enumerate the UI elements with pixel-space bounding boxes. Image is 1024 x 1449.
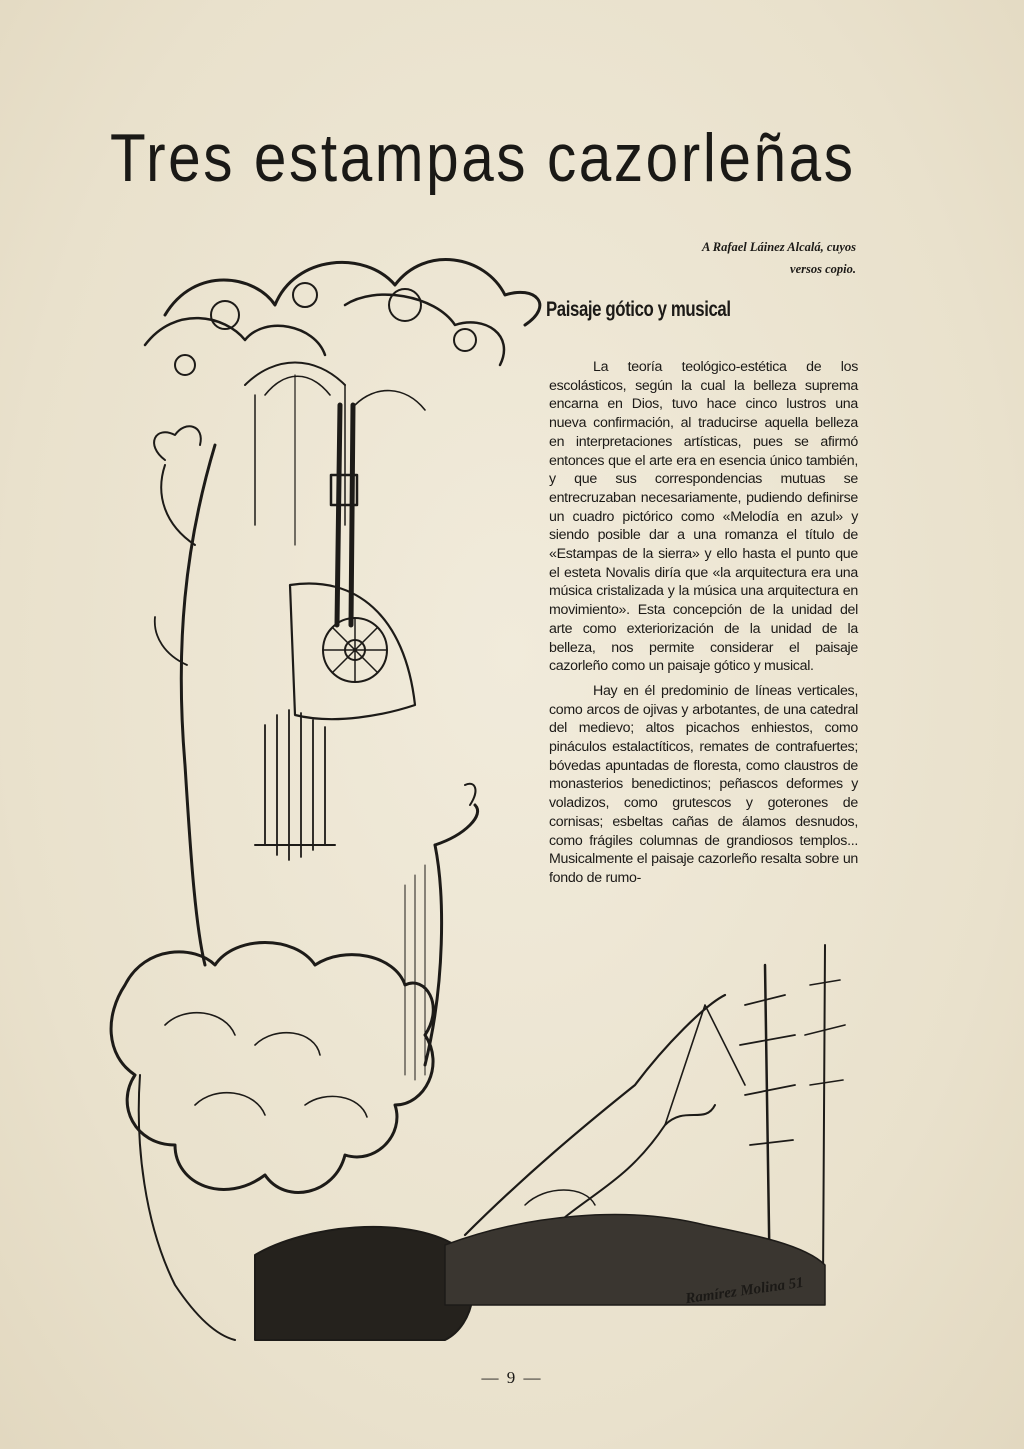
section-heading: Paisaje gótico y musical xyxy=(546,298,731,321)
article-title: Tres estampas cazorleñas xyxy=(110,120,856,196)
body-paragraph: La teoría teológico-estética de los escolásticos, según la cual la belleza suprema encarna en Dios, tuvo hace cinco lustros una nueva confirmación, al traducirse aquella belleza en interpretaciones artísticas, pues se afirmó entonces que el arte era en esencia único también, y que sus correspondencias mutuas se entrecruzaban necesariamente, pudiendo definirse un cuadro pictórico como «Melodía en azul» y siendo posible dar a una romanza el título de «Estampas de la sierra» y ello hasta el punto que el esteta Novalis diría que «la arquitectura era una música cristalizada y la música una arquitectura en movimiento». Esta concepción de la unidad del arte como exteriorización de la unidad de la belleza, nos permite considerar el paisaje cazorleño como un paisaje gótico y musical. xyxy=(549,359,858,675)
dedication-line: A Rafael Láinez Alcalá, cuyos xyxy=(701,240,856,254)
dedication-line: versos copio. xyxy=(790,262,856,276)
gothic-landscape-illustration xyxy=(105,245,865,1345)
page-number: — 9 — xyxy=(481,1368,543,1387)
artist-signature: Ramírez Molina 51 xyxy=(684,1274,805,1308)
body-paragraph: Hay en él predominio de líneas verticales, como arcos de ojivas y arbotantes, de una catedral del medievo; altos picachos enhiestos, como pináculos estalactíticos, remates de contrafuertes; bóvedas apuntadas de floresta, como claustros de monasterios benedictinos; peñascos deformes y voladizos, como grutescos y goterones de cornisas; esbeltas cañas de álamos desnudos, como frágiles columnas de grandiosos templos... Musicalmente el paisaje cazorleño resalta sobre un fondo de rumo- xyxy=(549,682,858,886)
